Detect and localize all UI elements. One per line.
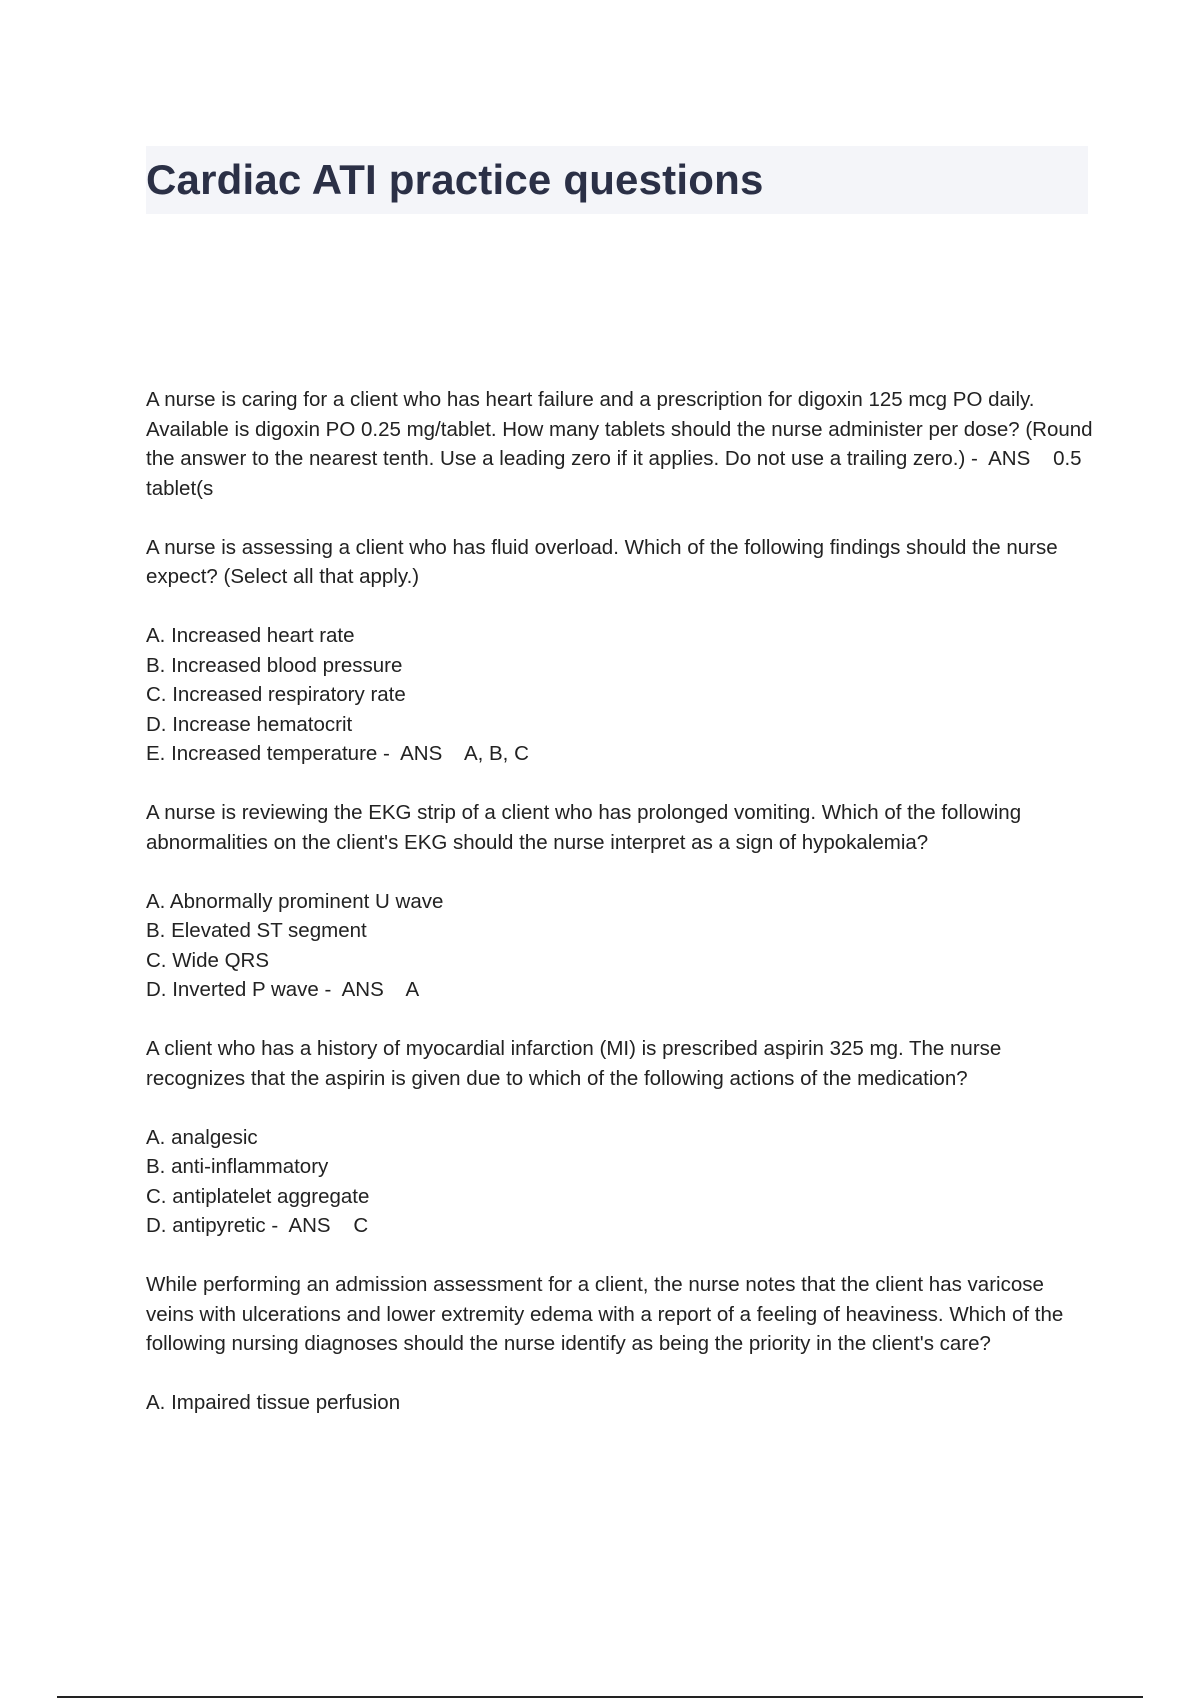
answer-value: A, B, C [463,742,529,765]
question-3 [146,798,1096,1005]
question-4 [146,1034,1096,1241]
option-d: D. antipyretic - ANS C [146,1214,369,1237]
answer-label: ANS [288,1214,331,1237]
option-d: D. Inverted P wave - ANS A [146,978,420,1001]
option-d: D. Increase hematocrit [146,712,353,736]
option-list [146,621,1096,769]
answer-value: C [353,1214,369,1237]
page-title: Cardiac ATI practice questions [146,156,764,203]
question-text: A nurse is assessing a client who has fluid overload. Which of the following findings should the nurse expect? (Select all that apply.) [146,535,1058,588]
option-c: C. Increased respiratory rate [146,683,406,706]
option-c: C. Wide QRS [146,948,270,972]
question-text: A nurse is reviewing the EKG strip of a client who has prolonged vomiting. Which of the following abnormalities on the client's EKG should the nurse interpret as a sign of hypokalemia? [146,801,1022,854]
answer-value: A [405,978,420,1001]
option-b: B. Increased blood pressure [146,653,403,677]
footer-divider [57,1696,1143,1698]
option-c: C. antiplatelet aggregate [146,1184,370,1208]
option-b: B. Elevated ST segment [146,919,367,942]
question-text: A client who has a history of myocardial infarction (MI) is prescribed aspirin 325 mg. The nurse recognizes that the aspirin is given due to which of the following actions of the medication? [146,1037,1002,1090]
question-text: While performing an admission assessment for a client, the nurse notes that the client has varicose veins with ulcerations and lower extremity edema with a report of a feeling of heaviness. Which of the following nursing diagnoses should the nurse identify as being the priority in the client's care? [146,1273,1064,1355]
option-a: A. Increased heart rate [146,624,355,647]
option-a: A. analgesic [146,1125,258,1149]
question-5 [146,1270,1096,1418]
answer-value: 0.5 tablet(s [146,447,1082,500]
title-band [146,146,1088,214]
question-list [146,385,1096,1447]
option-list [146,1123,1096,1241]
question-text: A nurse is caring for a client who has heart failure and a prescription for digoxin 125 mcg PO daily. Available is digoxin PO 0.25 mg/tablet. How many tablets should the nurse administer per dose? (Round the answer to the nearest tenth. Use a leading zero if it applies. Do not use a trailing zero.) - ANS 0.5 tablet(s [146,388,1093,500]
answer-label: ANS [400,742,443,765]
question-1 [146,385,1096,503]
option-a: A. Abnormally prominent U wave [146,889,444,913]
option-list [146,1388,1096,1418]
question-2 [146,533,1096,769]
answer-label: ANS [988,447,1031,470]
option-e: E. Increased temperature - ANS A, B, C [146,742,529,765]
answer-label: ANS [341,978,384,1001]
option-a: A. Impaired tissue perfusion [146,1391,401,1414]
option-list [146,887,1096,1005]
option-b: B. anti-inflammatory [146,1155,329,1178]
